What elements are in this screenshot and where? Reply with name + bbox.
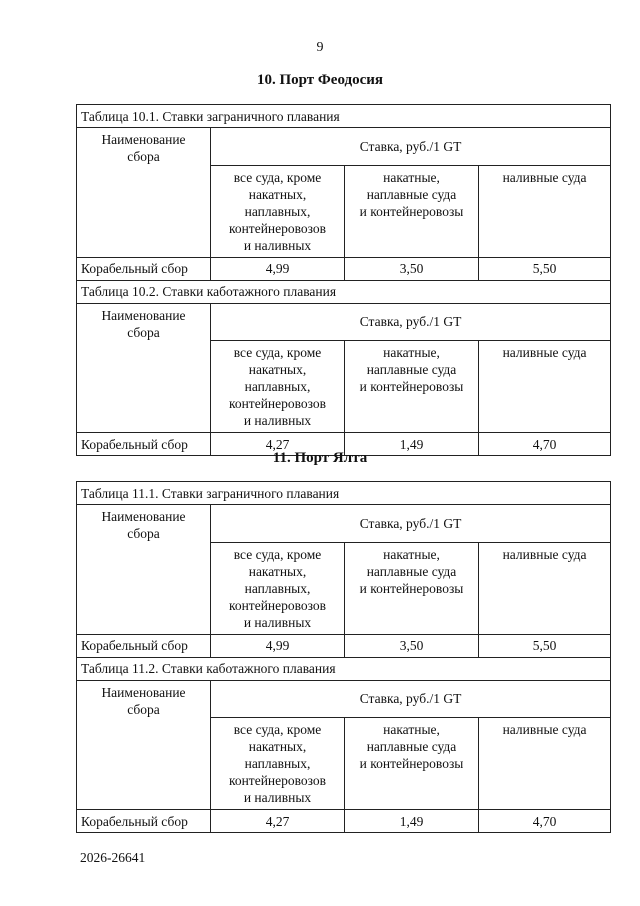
fee-name-header-continuation <box>77 718 211 810</box>
value-cell: 4,99 <box>211 634 345 657</box>
value-cell: 4,70 <box>479 433 611 456</box>
document-code: 2026-26641 <box>80 850 146 865</box>
fee-name-header: Наименование сбора <box>77 128 211 166</box>
rate-header: Ставка, руб./1 GT <box>211 505 611 543</box>
fee-name-header-continuation <box>77 165 211 257</box>
category-roro-container: накатные, наплавные суда и контейнеровозы <box>345 718 479 810</box>
fee-name-header-continuation <box>77 341 211 433</box>
value-cell: 4,70 <box>479 810 611 833</box>
table-caption: Таблица 10.1. Ставки заграничного плавания <box>77 105 611 128</box>
rate-header: Ставка, руб./1 GT <box>211 680 611 718</box>
value-cell: 3,50 <box>345 257 479 280</box>
rates-table <box>76 481 611 833</box>
rate-header: Ставка, руб./1 GT <box>211 128 611 166</box>
category-all-vessels: все суда, кроме накатных, наплавных, контейнеровозов и наливных <box>211 718 345 810</box>
section-title-yalta: 11. Порт Ялта <box>272 450 368 466</box>
value-cell: 1,49 <box>345 433 479 456</box>
value-cell: 5,50 <box>479 634 611 657</box>
table-row <box>77 634 611 657</box>
value-cell: 1,49 <box>345 810 479 833</box>
table-caption: Таблица 10.2. Ставки каботажного плавания <box>77 280 611 303</box>
fee-name-header: Наименование сбора <box>77 505 211 543</box>
value-cell: 5,50 <box>479 257 611 280</box>
value-cell: 4,99 <box>211 257 345 280</box>
table-row <box>77 810 611 833</box>
rates-table <box>76 104 611 456</box>
category-all-vessels: все суда, кроме накатных, наплавных, контейнеровозов и наливных <box>211 165 345 257</box>
page-number: 9 <box>316 40 324 55</box>
value-cell: 3,50 <box>345 634 479 657</box>
fee-name-header-continuation <box>77 542 211 634</box>
category-tankers: наливные суда <box>479 542 611 634</box>
category-all-vessels: все суда, кроме накатных, наплавных, контейнеровозов и наливных <box>211 341 345 433</box>
section-title-feodosia: 10. Порт Феодосия <box>256 72 384 88</box>
category-roro-container: накатные, наплавные суда и контейнеровозы <box>345 165 479 257</box>
table-caption: Таблица 11.1. Ставки заграничного плавания <box>77 482 611 505</box>
row-label: Корабельный сбор <box>77 634 211 657</box>
fee-name-header: Наименование сбора <box>77 303 211 341</box>
category-tankers: наливные суда <box>479 718 611 810</box>
fee-name-header: Наименование сбора <box>77 680 211 718</box>
row-label: Корабельный сбор <box>77 257 211 280</box>
row-label: Корабельный сбор <box>77 433 211 456</box>
category-roro-container: накатные, наплавные суда и контейнеровозы <box>345 542 479 634</box>
row-label: Корабельный сбор <box>77 810 211 833</box>
category-tankers: наливные суда <box>479 341 611 433</box>
category-roro-container: накатные, наплавные суда и контейнеровозы <box>345 341 479 433</box>
table-row <box>77 257 611 280</box>
category-tankers: наливные суда <box>479 165 611 257</box>
category-all-vessels: все суда, кроме накатных, наплавных, контейнеровозов и наливных <box>211 542 345 634</box>
rate-header: Ставка, руб./1 GT <box>211 303 611 341</box>
value-cell: 4,27 <box>211 810 345 833</box>
value-cell: 4,27 <box>211 433 345 456</box>
table-caption: Таблица 11.2. Ставки каботажного плавания <box>77 657 611 680</box>
